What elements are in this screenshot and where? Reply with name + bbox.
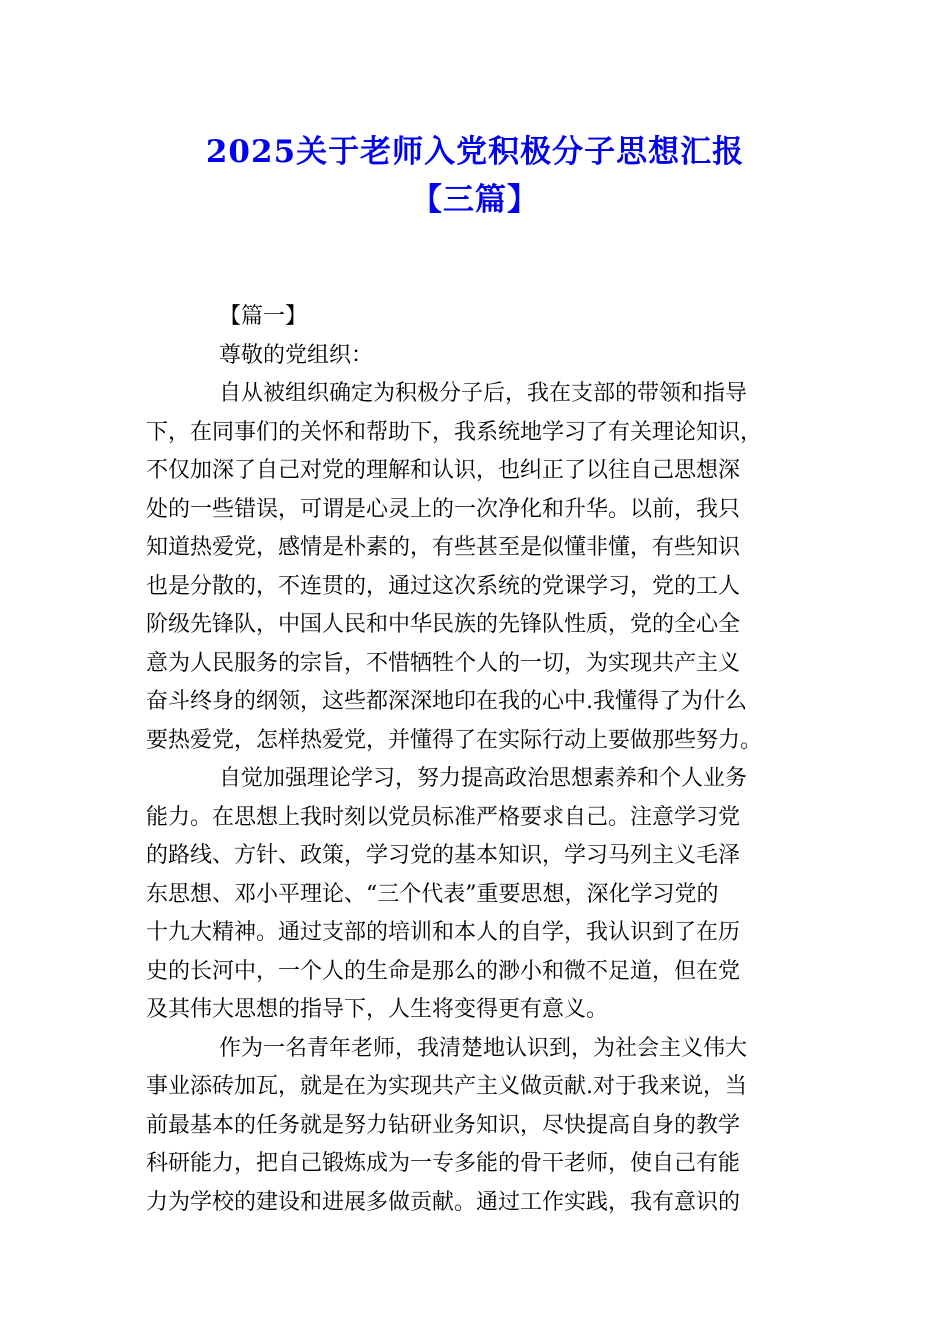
paragraph-line: 史的长河中，一个人的生命是那么的渺小和微不足道，但在党 — [146, 958, 741, 984]
paragraph-line: 要热爱党，怎样热爱党，并懂得了在实际行动上要做那些努力。 — [146, 727, 763, 753]
paragraph-line: 及其伟大思想的指导下，人生将变得更有意义。 — [146, 997, 609, 1022]
paragraph-line: 作为一名青年老师，我清楚地认识到，为社会主义伟大 — [219, 1035, 748, 1061]
paragraph-3 — [146, 1030, 806, 1223]
paragraph-line: 东思想、邓小平理论、“三个代表”重要思想，深化学习党的 — [146, 881, 719, 907]
paragraph-line: 力为学校的建设和进展多做贡献。通过工作实践，我有意识的 — [146, 1189, 741, 1215]
paragraph-line: 下，在同事们的关怀和帮助下，我系统地学习了有关理论知识， — [146, 419, 763, 445]
paragraph-line: 知道热爱党，感情是朴素的，有些甚至是似懂非懂，有些知识 — [146, 535, 741, 560]
paragraph-line: 前最基本的任务就是努力钻研业务知识，尽快提高自身的教学 — [146, 1112, 741, 1138]
salutation: 尊敬的党组织： — [219, 342, 374, 368]
paragraph-line: 不仅加深了自己对党的理解和认识，也纠正了以往自己思想深 — [146, 458, 741, 483]
paragraph-2 — [146, 760, 806, 1030]
document-title-line2: 【三篇】 — [411, 182, 539, 218]
paragraph-line: 科研能力，把自己锻炼成为一专多能的骨干老师，使自己有能 — [146, 1151, 741, 1176]
paragraph-line: 意为人民服务的宗旨，不惜牺牲个人的一切，为实现共产主义 — [146, 650, 741, 676]
section-label: 【篇一】 — [219, 304, 308, 329]
paragraph-line: 自觉加强理论学习，努力提高政治思想素养和个人业务 — [219, 766, 748, 791]
paragraph-line: 的路线、方针、政策，学习党的基本知识，学习马列主义毛泽 — [146, 843, 741, 868]
paragraph-line: 也是分散的，不连贯的，通过这次系统的党课学习，党的工人 — [146, 573, 741, 599]
paragraph-line: 事业添砖加瓦，就是在为实现共产主义做贡献.对于我来说，当 — [146, 1074, 747, 1099]
paragraph-line: 阶级先锋队，中国人民和中华民族的先锋队性质，党的全心全 — [146, 612, 741, 637]
paragraph-line: 自从被组织确定为积极分子后，我在支部的带领和指导 — [219, 381, 748, 406]
paragraph-line: 处的一些错误，可谓是心灵上的一次净化和升华。以前，我只 — [146, 496, 741, 522]
paragraph-line: 十九大精神。通过支部的培训和本人的自学，我认识到了在历 — [146, 920, 741, 945]
paragraph-line: 能力。在思想上我时刻以党员标准严格要求自己。注意学习党 — [146, 804, 741, 830]
document-title-line1: 2025关于老师入党积极分子思想汇报 — [205, 134, 745, 170]
paragraph-1 — [146, 375, 806, 760]
document-body — [146, 298, 806, 1222]
paragraph-line: 奋斗终身的纲领，这些都深深地印在我的心中.我懂得了为什么 — [146, 689, 747, 714]
